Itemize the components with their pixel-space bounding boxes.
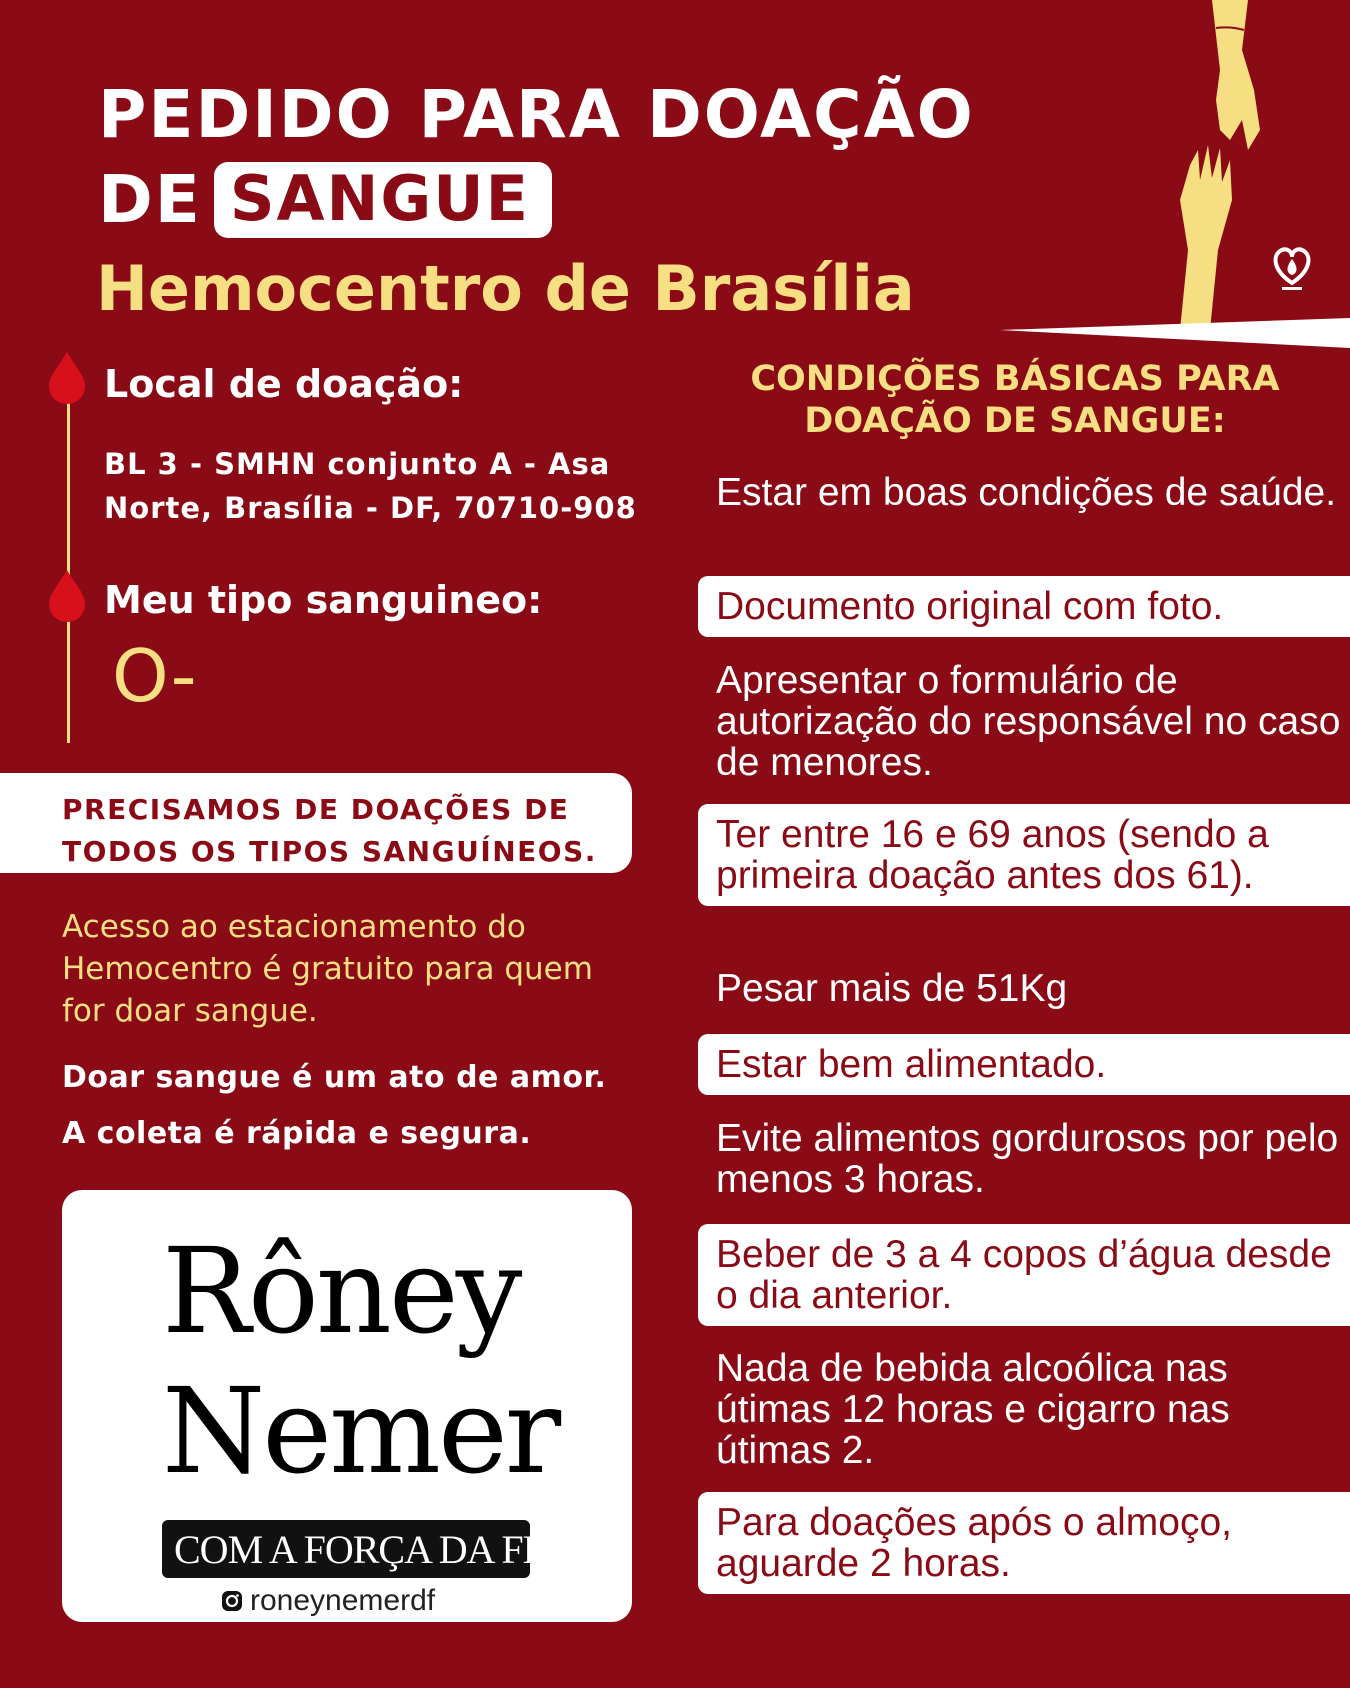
condition-item: Pesar mais de 51Kg bbox=[716, 967, 1068, 1010]
conditions-title: CONDIÇÕES BÁSICAS PARA DOAÇÃO DE SANGUE: bbox=[750, 359, 1280, 441]
condition-item: Documento original com foto. bbox=[698, 576, 1350, 637]
condition-item: Evite alimentos gordurosos por pelo menos 3 horas. bbox=[716, 1117, 1339, 1201]
blood-drop-icon bbox=[47, 570, 87, 622]
roney-nemer-logo-card bbox=[62, 1190, 632, 1622]
timeline-line bbox=[67, 378, 70, 743]
banner-line-2: TODOS OS TIPOS SANGUÍNEOS. bbox=[62, 835, 597, 868]
instagram-icon bbox=[220, 1589, 244, 1613]
instagram-handle[interactable] bbox=[220, 1584, 435, 1618]
subtitle-hemocentro: Hemocentro de Brasília bbox=[96, 252, 915, 325]
title-line-2 bbox=[98, 162, 552, 238]
address bbox=[104, 442, 644, 530]
condition-item: Ter entre 16 e 69 anos (sendo a primeira doação antes dos 61). bbox=[698, 804, 1350, 906]
condition-item: Nada de bebida alcoólica nas útimas 12 horas e cigarro nas útimas 2. bbox=[716, 1347, 1230, 1472]
logo-name-line-2: Nemer bbox=[162, 1362, 559, 1500]
helping-hands-illustration bbox=[1150, 0, 1350, 340]
blood-type-label: Meu tipo sanguineo: bbox=[104, 578, 543, 622]
parking-info: Acesso ao estacionamento do Hemocentro é gratuito para quem for doar sangue. bbox=[62, 909, 593, 1029]
safety-message: A coleta é rápida e segura. bbox=[62, 1116, 532, 1151]
title-de: DE bbox=[98, 161, 202, 238]
title-line-1: PEDIDO PARA DOAÇÃO bbox=[98, 76, 975, 153]
logo-name-line-1: Rôney bbox=[162, 1222, 520, 1360]
condition-item: Apresentar o formulário de autorização do responsável no caso de menores. bbox=[716, 659, 1341, 784]
condition-item: Para doações após o almoço, aguarde 2 horas. bbox=[698, 1492, 1350, 1594]
local-label: Local de doação: bbox=[104, 362, 464, 406]
condition-item: Estar em boas condições de saúde. bbox=[716, 471, 1337, 514]
title-highlight-sangue: SANGUE bbox=[214, 162, 552, 238]
love-message: Doar sangue é um ato de amor. bbox=[62, 1060, 607, 1095]
white-swoosh-decoration bbox=[1000, 318, 1350, 348]
blood-drop-icon bbox=[47, 352, 87, 404]
address-line-1: BL 3 - SMHN conjunto A - Asa bbox=[104, 447, 611, 481]
condition-item: Estar bem alimentado. bbox=[698, 1034, 1350, 1095]
heart-drop-icon bbox=[1276, 249, 1309, 290]
logo-tagline bbox=[162, 1520, 547, 1578]
blood-type-value: O- bbox=[112, 634, 197, 718]
condition-item: Beber de 3 a 4 copos d’água desde o dia anterior. bbox=[698, 1224, 1350, 1326]
address-line-2: Norte, Brasília - DF, 70710-908 bbox=[104, 491, 637, 525]
all-types-banner bbox=[0, 773, 632, 873]
handle-text: roneynemerdf bbox=[250, 1584, 436, 1617]
logo-tagline-text: COM A FORÇA DA FÉ bbox=[174, 1526, 547, 1572]
banner-line-1: PRECISAMOS DE DOAÇÕES DE bbox=[62, 793, 570, 826]
